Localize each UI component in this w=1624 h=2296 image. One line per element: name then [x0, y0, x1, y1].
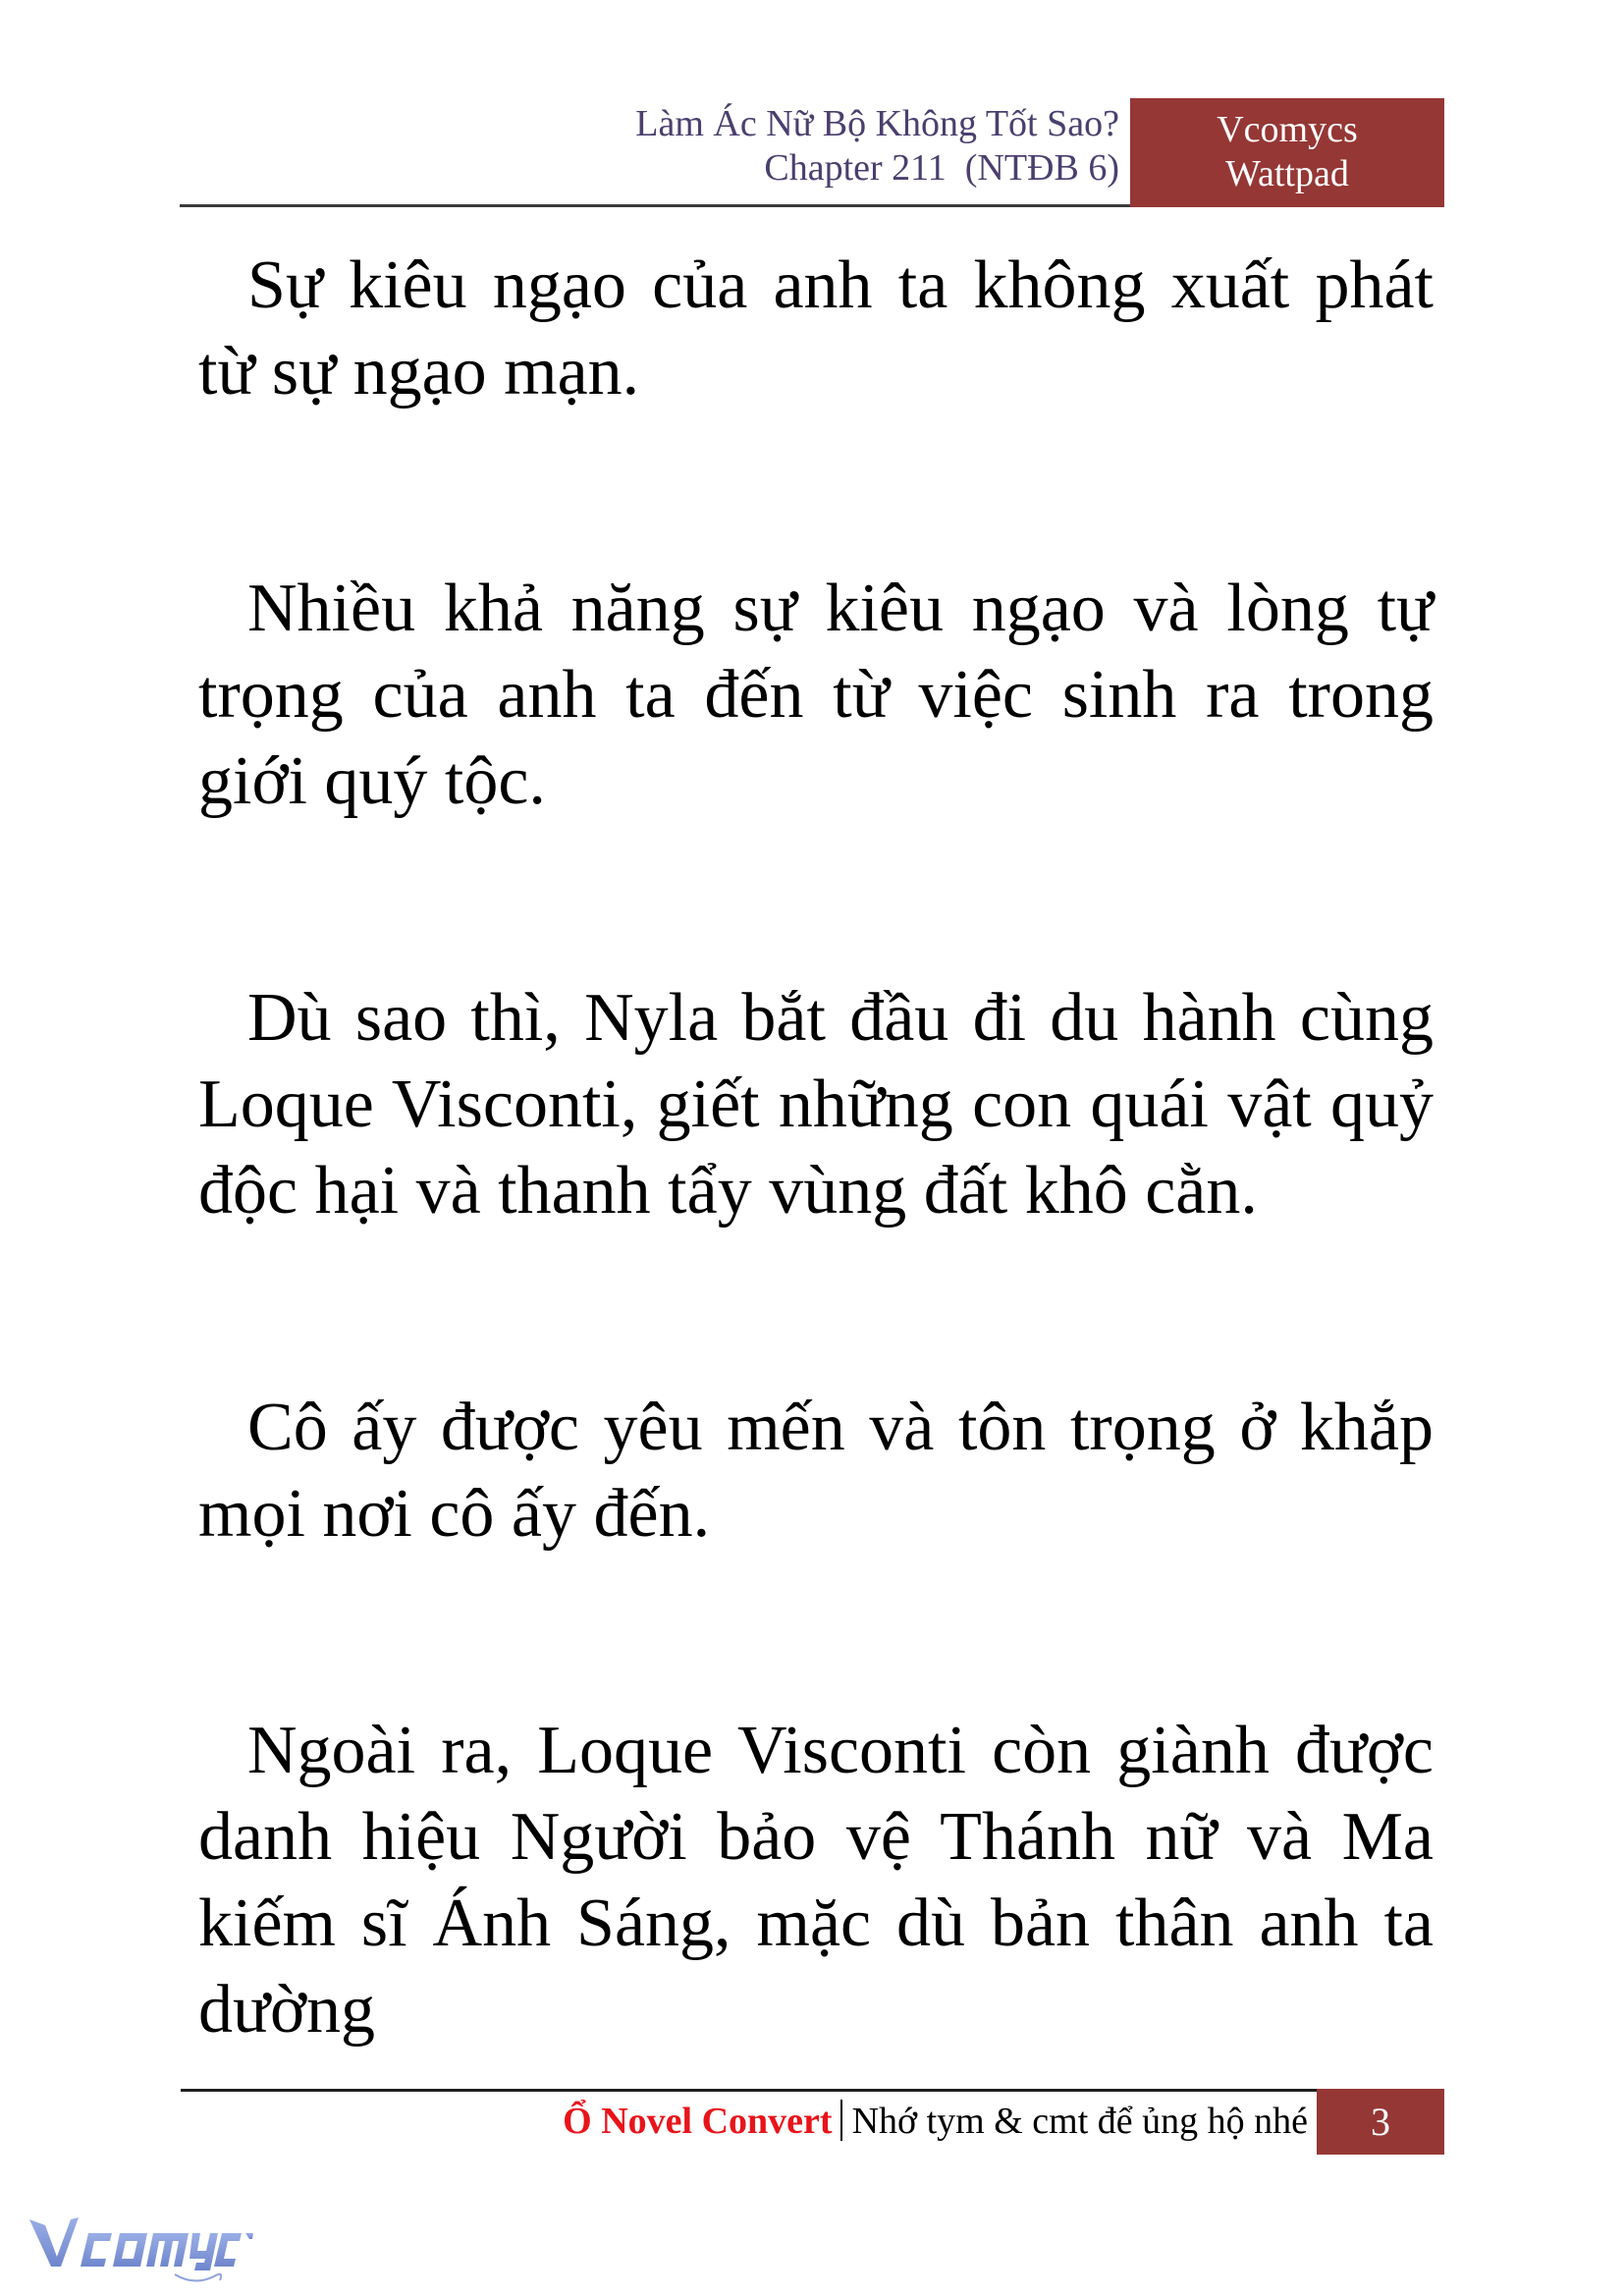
chapter-body — [198, 243, 1434, 2204]
footer-divider — [181, 2089, 1317, 2092]
footer-separator — [840, 2100, 842, 2141]
footer-credit — [295, 2097, 1308, 2146]
source-badge-line2: Wattpad — [1225, 153, 1349, 194]
vcomycs-watermark-logo-icon — [27, 2199, 253, 2290]
footer-slogan: Nhớ tym & cmt để ủng hộ nhé — [851, 2101, 1308, 2142]
paragraph: Sự kiêu ngạo của anh ta không xuất phát từ sự ngạo mạn. — [198, 247, 1434, 410]
paragraph: Ngoài ra, Loque Visconti còn giành được danh hiệu Người bảo vệ Thánh nữ và Ma kiếm sĩ Ánh Sáng, mặc dù bản thân anh ta dường — [198, 1713, 1434, 2048]
paragraph: Cô ấy được yêu mến và tôn trọng ở khắp mọi nơi cô ấy đến. — [198, 1390, 1434, 1552]
source-badge-line1: Vcomycs — [1217, 109, 1358, 150]
page-number: 3 — [1317, 2089, 1444, 2155]
document-header-title — [550, 102, 1119, 191]
chapter-title: Chapter 211 (NTĐB 6) — [764, 147, 1119, 189]
footer-brand: Ổ Novel Convert — [563, 2101, 833, 2142]
svg-text:Vcomycs: Vcomycs — [27, 2199, 87, 2215]
paragraph: Nhiều khả năng sự kiêu ngạo và lòng tự trọng của anh ta đến từ việc sinh ra trong giới quý tộc. — [198, 571, 1434, 819]
source-badge — [1130, 98, 1444, 207]
paragraph: Dù sao thì, Nyla bắt đầu đi du hành cùng Loque Visconti, giết những con quái vật quỷ độc hại và thanh tẩy vùng đất khô cằn. — [198, 980, 1434, 1229]
book-title: Làm Ác Nữ Bộ Không Tốt Sao? — [635, 103, 1119, 144]
header-divider — [180, 204, 1130, 207]
